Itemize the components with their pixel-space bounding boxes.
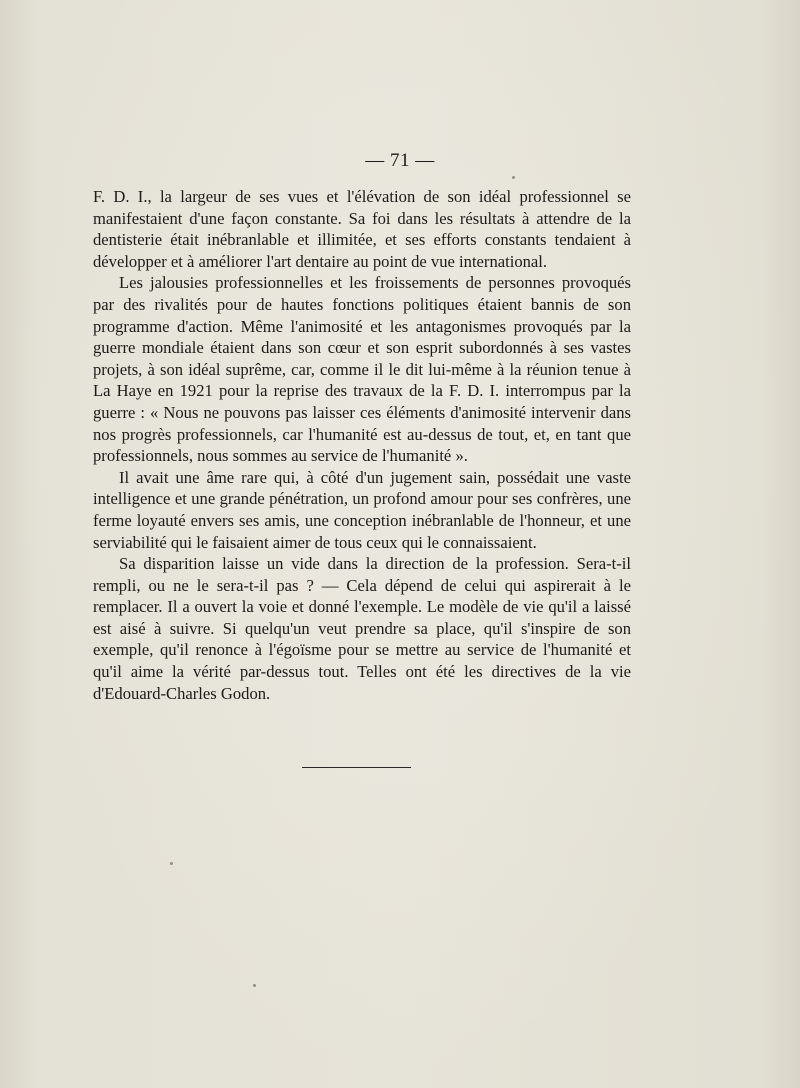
paragraph-2: Les jalousies professionnelles et les froissements de personnes provoqués par des rivalités pour de hautes fonctions politiques étaient bannis de son programme d'action. Même l'animosité et les antagonismes provoqués par la guerre mondiale étaient dans son cœur et son esprit subordonnés à ses vastes projets, à son idéal suprême, car, comme il le dit lui-même à la réunion tenue à La Haye en 1921 pour la reprise des travaux de la F. D. I. interrompus par la guerre : « Nous ne pouvons pas laisser ces éléments d'animosité intervenir dans nos progrès professionnels, car l'humanité est au-dessus de tout, et, en tant que professionnels, nous sommes au service de l'humanité ». <box>93 273 631 466</box>
page-number: — 71 — <box>365 150 435 171</box>
paper-speck <box>253 984 256 987</box>
body-text <box>93 186 631 704</box>
paragraph-1: F. D. I., la largeur de ses vues et l'élévation de son idéal professionnel se manifestaient d'une façon constante. Sa foi dans les résultats à attendre de la dentisterie était inébranlable et illimitée, et ses efforts constants tendaient à développer et à améliorer l'art dentaire au point de vue international. <box>93 187 631 271</box>
end-separator-rule <box>302 767 411 768</box>
paragraph-3: Il avait une âme rare qui, à côté d'un jugement sain, possédait une vaste intelligence et une grande pénétration, un profond amour pour ses confrères, une ferme loyauté envers ses amis, une conception inébranlable de l'honneur, et une serviabilité qui le faisaient aimer de tous ceux qui le connaissaient. <box>93 467 631 552</box>
paragraph-4: Sa disparition laisse un vide dans la direction de la profession. Sera-t-il rempli, ou ne le sera-t-il pas ? — Cela dépend de celui qui aspirerait à le remplacer. Il a ouvert la voie et donné l'exemple. Le modèle de vie qu'il a laissé est aisé à suivre. Si quelqu'un veut prendre sa place, qu'il s'inspire de son exemple, qu'il renonce à l'égoïsme pour se mettre au service de l'humanité et qu'il aime la vérité par-dessus tout. Telles ont été les directives de la vie d'Edouard-Charles Godon. <box>93 554 631 703</box>
paper-speck <box>170 862 173 865</box>
paper-speck <box>512 176 515 179</box>
